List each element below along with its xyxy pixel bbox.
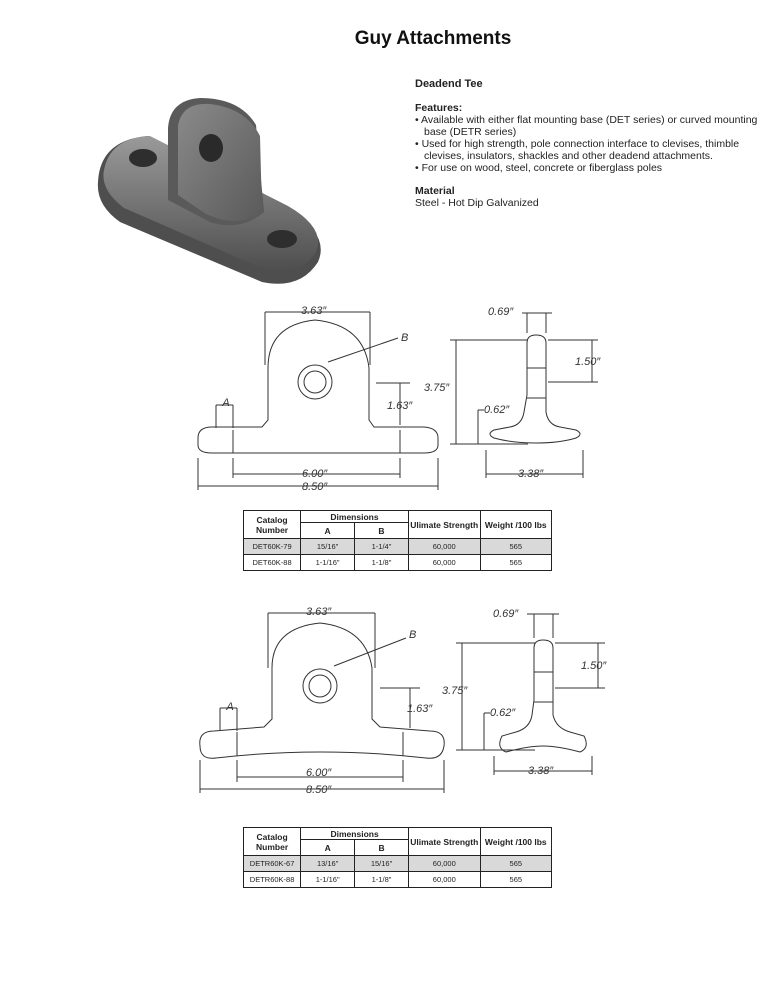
table-row (244, 555, 552, 571)
weight-cell: 565 (480, 555, 551, 571)
features-list (415, 114, 760, 174)
dim-label: B (409, 629, 417, 641)
a-header: A (301, 840, 355, 856)
dim-label: 3.75″ (442, 685, 468, 697)
spec-table-detr (243, 827, 552, 888)
a-cell: 13/16" (301, 856, 355, 872)
feature-item: • Available with either flat mounting base (DET series) or curved mounting base (DETR series) (415, 114, 758, 138)
feature-item: • Used for high strength, pole connection interface to clevises, thimble clevises, insulators, shackles and other deadend attachments. (415, 138, 740, 162)
catalog-cell: DET60K-79 (244, 539, 301, 555)
product-info (415, 78, 760, 209)
spec-table-det (243, 510, 552, 571)
strength-header: Ulimate Strength (408, 511, 480, 539)
dim-label: 1.63″ (407, 703, 433, 715)
b-header: B (355, 840, 409, 856)
dim-label: 8.50″ (302, 481, 328, 493)
drawing-detr-side (456, 614, 605, 775)
dim-label: 0.69″ (488, 306, 514, 318)
dim-label: 6.00″ (306, 767, 332, 779)
dim-label: 3.63″ (301, 305, 327, 317)
strength-cell: 60,000 (408, 539, 480, 555)
dim-label: 3.63″ (306, 606, 332, 618)
drawing-det-side (450, 313, 598, 478)
strength-cell: 60,000 (408, 872, 480, 888)
dim-label: 1.63″ (387, 400, 413, 412)
catalog-header: Catalog Number (244, 828, 301, 856)
features-heading: Features: (415, 102, 463, 114)
dim-label: 0.69″ (493, 608, 519, 620)
a-cell: 1-1/16" (301, 555, 355, 571)
material-text: Steel - Hot Dip Galvanized (415, 197, 539, 209)
a-header: A (301, 523, 355, 539)
page-title: Guy Attachments (354, 28, 512, 49)
catalog-cell: DET60K-88 (244, 555, 301, 571)
a-cell: 1-1/16" (301, 872, 355, 888)
dim-label: A (222, 397, 230, 409)
weight-header: Weight /100 lbs (480, 511, 551, 539)
dimensions-header: Dimensions (301, 511, 409, 523)
strength-header: Ulimate Strength (408, 828, 480, 856)
feature-item: • For use on wood, steel, concrete or fiberglass poles (415, 162, 663, 174)
weight-cell: 565 (480, 856, 551, 872)
a-cell: 15/16" (301, 539, 355, 555)
b-cell: 1-1/8" (355, 555, 409, 571)
dim-label: 3.38″ (528, 765, 554, 777)
catalog-cell: DETR60K-67 (244, 856, 301, 872)
weight-cell: 565 (480, 872, 551, 888)
strength-cell: 60,000 (408, 856, 480, 872)
dim-label: 0.62″ (484, 404, 510, 416)
table-row (244, 872, 552, 888)
b-cell: 15/16" (355, 856, 409, 872)
drawing-detr-labels (225, 606, 607, 796)
dim-label: A (226, 701, 234, 713)
dim-label: 3.75″ (424, 382, 450, 394)
eye-hole-icon (199, 134, 223, 162)
dim-label: 6.00″ (302, 468, 328, 480)
weight-header: Weight /100 lbs (480, 828, 551, 856)
dim-label: 0.62″ (490, 707, 516, 719)
product-name: Deadend Tee (415, 78, 483, 90)
material-heading: Material (415, 185, 455, 197)
weight-cell: 565 (480, 539, 551, 555)
b-header: B (355, 523, 409, 539)
dimensions-header: Dimensions (301, 828, 409, 840)
mount-hole-icon (267, 230, 297, 248)
dim-label: 1.50″ (575, 356, 601, 368)
dim-label: 1.50″ (581, 660, 607, 672)
table-row (244, 539, 552, 555)
mount-hole-icon (129, 149, 157, 167)
b-cell: 1-1/8" (355, 872, 409, 888)
drawing-det-labels (221, 305, 601, 493)
dim-label: 3.38″ (518, 468, 544, 480)
product-image (98, 98, 321, 284)
catalog-cell: DETR60K-88 (244, 872, 301, 888)
b-cell: 1-1/4" (355, 539, 409, 555)
catalog-header: Catalog Number (244, 511, 301, 539)
table-row (244, 856, 552, 872)
dim-label: 8.50″ (306, 784, 332, 796)
strength-cell: 60,000 (408, 555, 480, 571)
dim-label: B (401, 332, 409, 344)
